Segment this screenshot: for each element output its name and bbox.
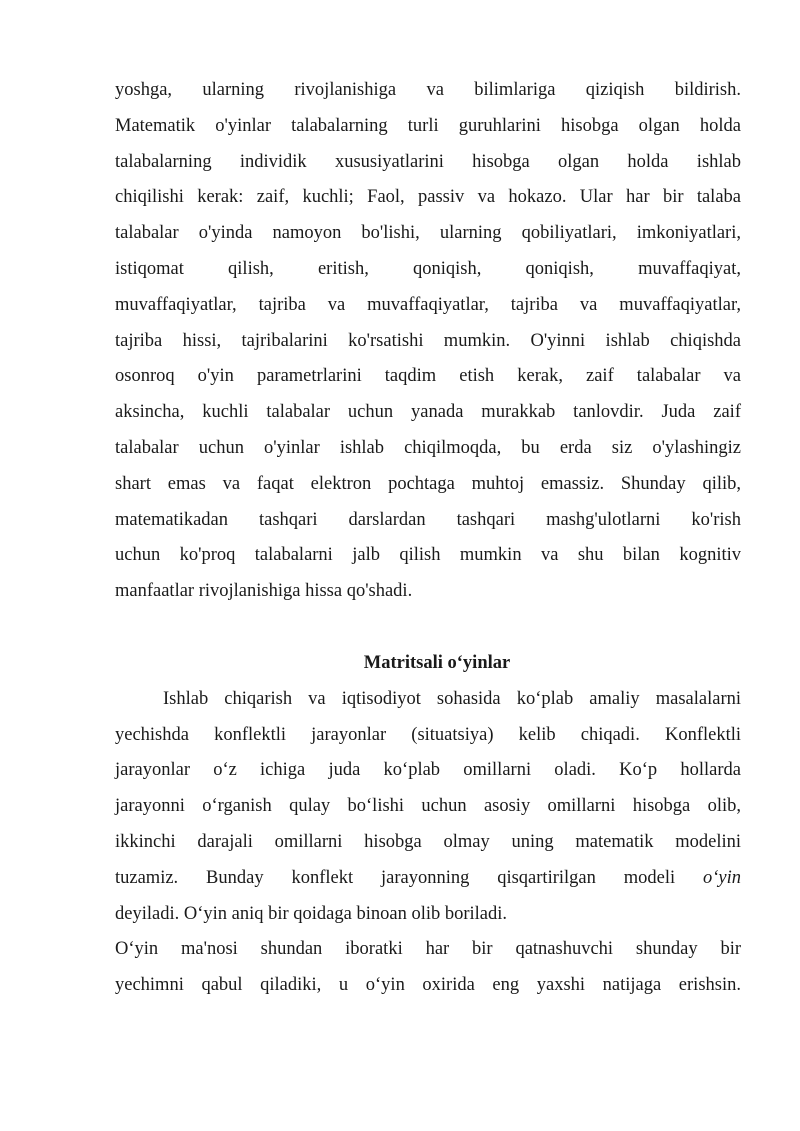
- text-line: osonroq o'yin parametrlarini taqdim etish kerak, zaif talabalar va: [115, 366, 741, 387]
- text-line: O‘yin ma'nosi shundan iboratki har bir qatnashuvchi shunday bir: [115, 939, 741, 960]
- text-line: jarayonlar o‘z ichiga juda ko‘plab omillarni oladi. Ko‘p hollarda: [115, 760, 741, 781]
- paragraph-matrix-games: [115, 682, 741, 933]
- text-line: muvaffaqiyatlar, tajriba va muvaffaqiyatlar, tajriba va muvaffaqiyatlar,: [115, 294, 741, 315]
- paragraph-intro: [115, 73, 741, 610]
- text-line: talabalar o'yinda namoyon bo'lishi, ularning qobiliyatlari, imkoniyatlari,: [115, 223, 741, 244]
- paragraph-spacer: [115, 610, 741, 646]
- text-line: jarayonni o‘rganish qulay bo‘lishi uchun asosiy omillarni hisobga olib,: [115, 796, 741, 817]
- text-line: matematikadan tashqari darslardan tashqari mashg'ulotlarni ko'rish: [115, 509, 741, 530]
- text-line: Matematik o'yinlar talabalarning turli guruhlarini hisobga olgan holda: [115, 115, 741, 136]
- document-page: [115, 73, 741, 1004]
- text-line: deyiladi. O‘yin aniq bir qoidaga binoan olib boriladi.: [115, 903, 508, 924]
- paragraph-game-meaning: [115, 932, 741, 1004]
- text-line: talabalarning individik xususiyatlarini hisobga olgan holda ishlab: [115, 151, 741, 172]
- text-line: ikkinchi darajali omillarni hisobga olmay uning matematik modelini: [115, 831, 741, 852]
- text-line: istiqomat qilish, eritish, qoniqish, qoniqish, muvaffaqiyat,: [115, 258, 741, 279]
- text-line: yechishda konflektli jarayonlar (situatsiya) kelib chiqadi. Konflektli: [115, 724, 741, 745]
- text-line: shart emas va faqat elektron pochtaga muhtoj emassiz. Shunday qilib,: [115, 473, 741, 494]
- text-line: yechimni qabul qiladiki, u o‘yin oxirida eng yaxshi natijaga erishsin.: [115, 975, 741, 996]
- section-heading: Matritsali o‘yinlar: [363, 652, 511, 673]
- text-line: manfaatlar rivojlanishiga hissa qo'shadi.: [115, 581, 413, 602]
- italic-term: o‘yin: [702, 867, 741, 888]
- text-line-with-italic: [115, 861, 741, 897]
- text-line: chiqilishi kerak: zaif, kuchli; Faol, passiv va hokazo. Ular har bir talaba: [115, 187, 741, 208]
- text-line: tajriba hissi, tajribalarini ko'rsatishi mumkin. O'yinni ishlab chiqishda: [115, 330, 741, 351]
- text-line: uchun ko'proq talabalarni jalb qilish mumkin va shu bilan kognitiv: [115, 545, 741, 566]
- line-text: tuzamiz. Bunday konflekt jarayonning qisqartirilgan modeli: [115, 867, 676, 888]
- text-line: talabalar uchun o'yinlar ishlab chiqilmoqda, bu erda siz o'ylashingiz: [115, 437, 741, 458]
- text-line: aksincha, kuchli talabalar uchun yanada murakkab tanlovdir. Juda zaif: [115, 402, 741, 423]
- text-line: yoshga, ularning rivojlanishiga va bilimlariga qiziqish bildirish.: [115, 80, 741, 100]
- text-line: Ishlab chiqarish va iqtisodiyot sohasida ko‘plab amaliy masalalarni: [163, 688, 741, 709]
